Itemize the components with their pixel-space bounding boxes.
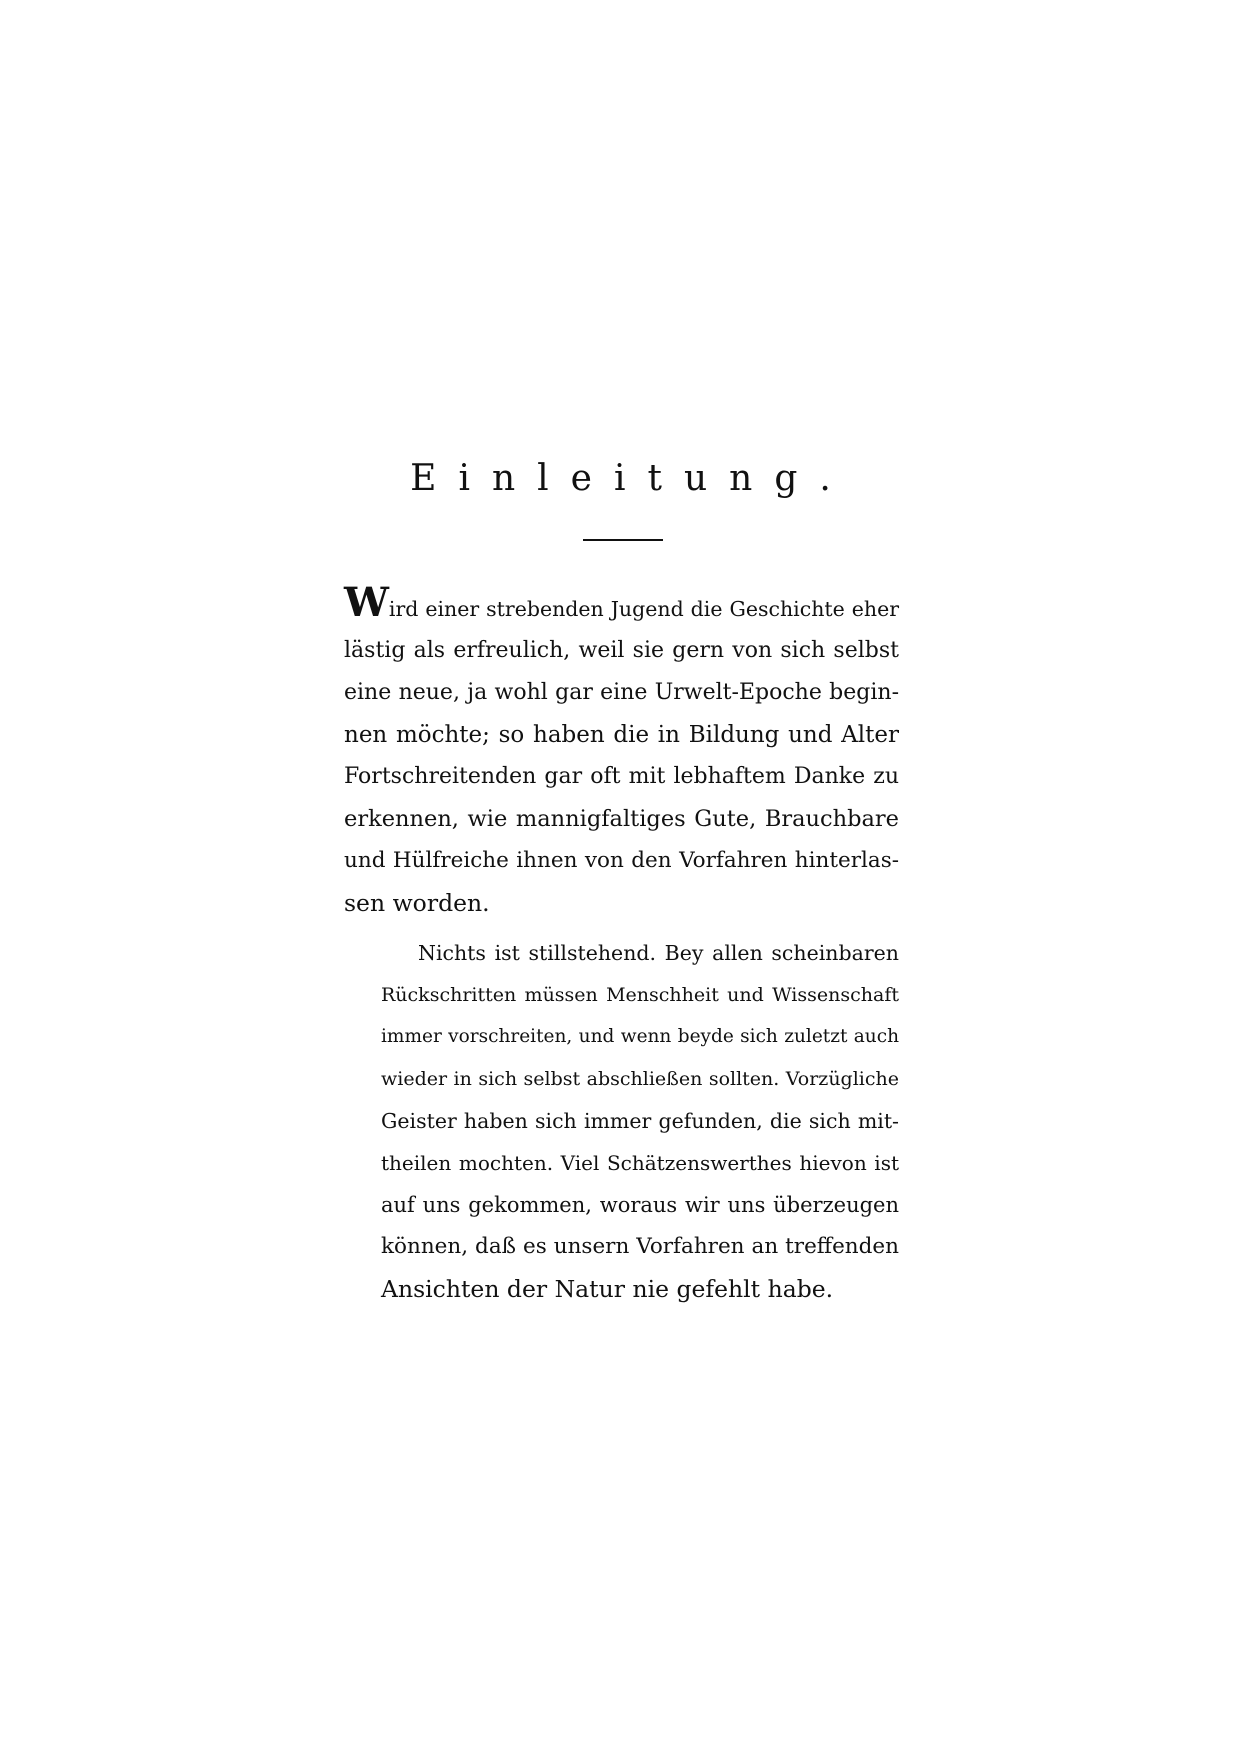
paragraph-1-line: Fortschreitenden gar oft mit lebhaftem Danke zu (344, 764, 899, 789)
paragraph-2-line: Ansichten der Natur nie gefehlt habe. (381, 1275, 834, 1303)
paragraph-1-line: erkennen, wie mannigfaltiges Gute, Brauchbare (344, 806, 899, 832)
paragraph-1-line (344, 579, 899, 630)
paragraph-2-line: auf uns gekommen, woraus wir uns überzeugen (381, 1193, 899, 1217)
paragraph-2-line: Geister haben sich immer gefunden, die sich mit- (381, 1109, 899, 1133)
paragraph-2-line: wieder in sich selbst abschließen sollten. Vorzügliche (381, 1068, 899, 1090)
drop-capital: W (344, 579, 389, 626)
paragraph-1-line: lästig als erfreulich, weil sie gern von sich selbst (344, 638, 899, 663)
paragraph-2-line: immer vorschreiten, und wenn beyde sich zuletzt auch (381, 1026, 899, 1047)
paragraph-2-line: Rückschritten müssen Menschheit und Wissenschaft (381, 984, 899, 1006)
chapter-heading: Einleitung. (410, 458, 853, 499)
paragraph-2-line: können, daß es unsern Vorfahren an treffenden (381, 1234, 899, 1259)
paragraph-1-line: nen möchte; so haben die in Bildung und Alter (344, 722, 899, 748)
paragraph-1-line: sen worden. (344, 889, 490, 917)
heading-divider (583, 539, 663, 541)
line-text: ird einer strebenden Jugend die Geschichte eher (388, 597, 899, 621)
paragraph-2-line: theilen mochten. Viel Schätzenswerthes hievon ist (381, 1151, 899, 1175)
paragraph-2-line: Nichts ist stillstehend. Bey allen scheinbaren (418, 941, 899, 965)
paragraph-1-line: und Hülfreiche ihnen von den Vorfahren hinterlas- (344, 848, 899, 873)
paragraph-2 (344, 932, 899, 1310)
paragraph-1-line: eine neue, ja wohl gar eine Urwelt-Epoche begin- (344, 680, 899, 705)
paragraph-1 (344, 579, 899, 924)
